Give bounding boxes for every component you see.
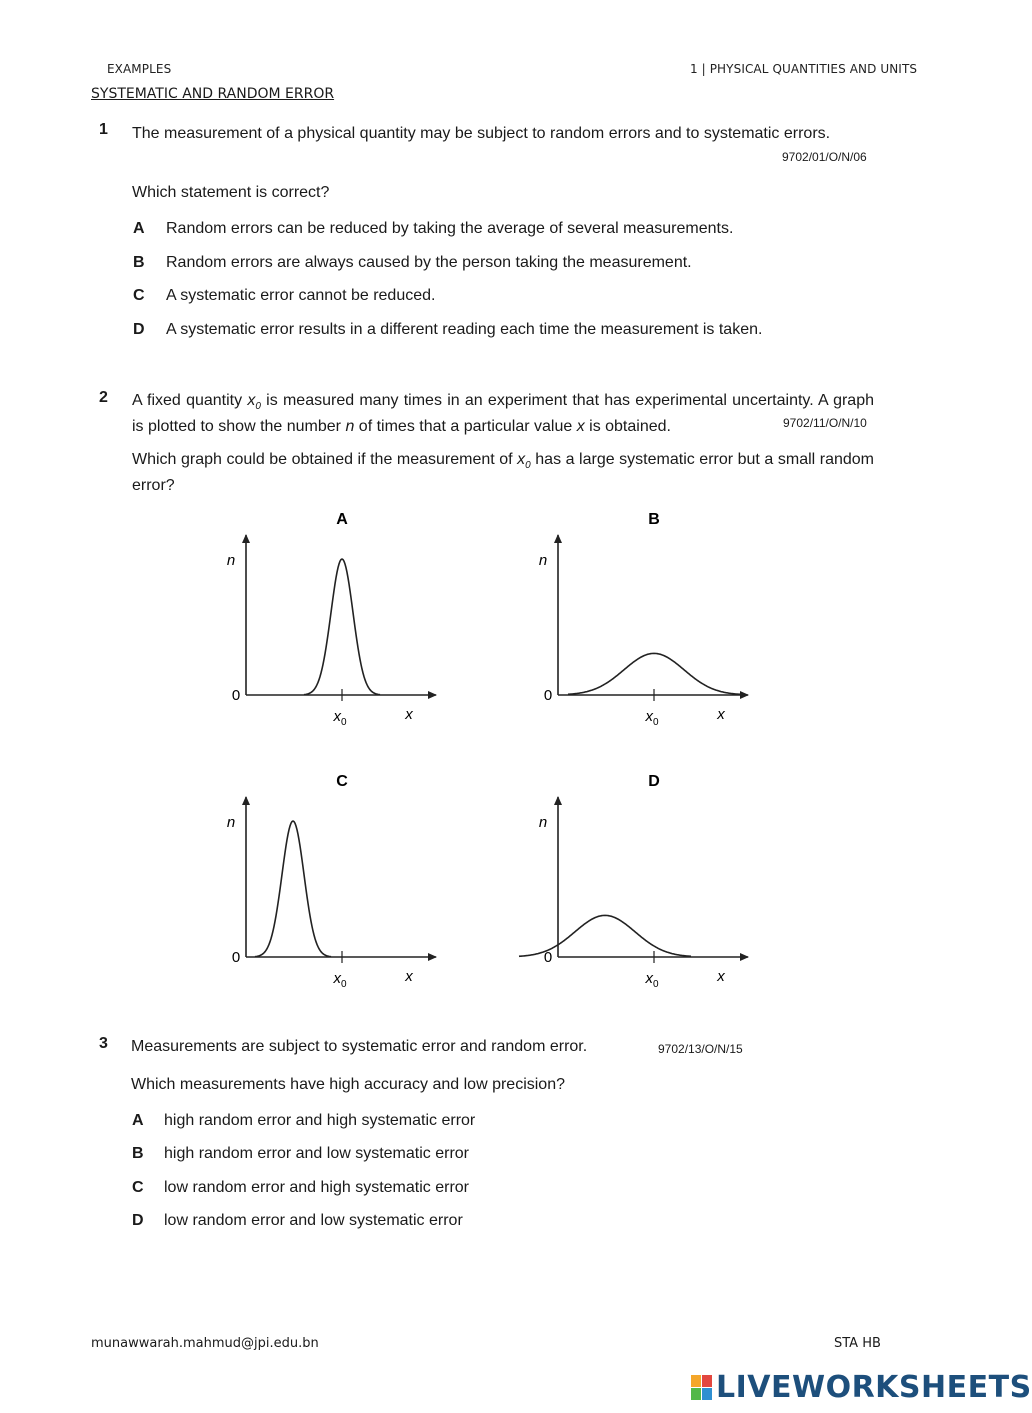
x-axis-label: x — [717, 706, 725, 723]
graph-title-a: A — [336, 511, 348, 528]
question-reference: 9702/13/O/N/15 — [658, 1042, 743, 1056]
y-axis-label: n — [538, 814, 548, 831]
option-letter-a: A — [132, 1112, 144, 1129]
footer-right: STA HB — [834, 1336, 881, 1351]
origin-label: 0 — [231, 687, 241, 704]
y-axis-label: n — [226, 814, 236, 831]
x0-tick-label: $x_0$ — [333, 708, 347, 728]
brand-wordmark: LIVEWORKSHEETS — [716, 1370, 1032, 1405]
option-letter-c: C — [133, 287, 145, 304]
distribution-curve — [304, 559, 380, 695]
option-letter-b: B — [132, 1145, 144, 1162]
question-reference: 9702/11/O/N/10 — [783, 416, 867, 430]
question-number: 3 — [99, 1035, 108, 1052]
option-letter-b: B — [133, 254, 145, 271]
option-text-d: low random error and low systematic error — [164, 1212, 463, 1229]
question-number: 2 — [99, 389, 108, 406]
question-prompt: Which graph could be obtained if the measurement of $x_0$ has a large systematic error but a small random error? — [132, 451, 875, 495]
option-text-b: high random error and low systematic error — [164, 1145, 470, 1162]
option-text-a: Random errors can be reduced by taking the average of several measurements. — [166, 220, 734, 237]
x-axis-label: x — [405, 968, 413, 985]
option-text-d: A systematic error results in a different reading each time the measurement is taken. — [166, 321, 763, 338]
x-axis-label: x — [717, 968, 725, 985]
question-prompt: Which statement is correct? — [132, 184, 330, 201]
y-axis-label: n — [226, 552, 236, 569]
x0-symbol: $x_0$ — [247, 392, 261, 413]
origin-label: 0 — [543, 687, 553, 704]
origin-label: 0 — [231, 949, 241, 966]
graph-title-b: B — [648, 511, 660, 528]
x-axis-label: x — [405, 706, 413, 723]
question-reference: 9702/01/O/N/06 — [782, 150, 867, 164]
graph-title-d: D — [648, 773, 660, 790]
option-text-a: high random error and high systematic error — [164, 1112, 476, 1129]
option-text-b: Random errors are always caused by the person taking the measurement. — [166, 254, 692, 271]
header-right: 1 | PHYSICAL QUANTITIES AND UNITS — [690, 62, 918, 76]
x0-tick-label: $x_0$ — [645, 970, 659, 990]
option-letter-d: D — [133, 321, 145, 338]
graph-title-c: C — [336, 773, 348, 790]
distribution-curve — [255, 821, 331, 957]
question-prompt: Which measurements have high accuracy and low precision? — [131, 1076, 565, 1093]
header-left: EXAMPLES — [107, 62, 172, 76]
question-text: A fixed quantity $x_0$ is measured many times in an experiment that has experimental uncertainty. A graph is plotted to show the number n of times that a particular value x is obtained. — [132, 392, 874, 436]
option-letter-c: C — [132, 1179, 144, 1196]
y-axis-label: n — [538, 552, 548, 569]
option-text-c: A systematic error cannot be reduced. — [166, 287, 436, 304]
page-title: SYSTEMATIC AND RANDOM ERROR — [91, 86, 335, 102]
distribution-curve — [568, 653, 740, 694]
origin-label: 0 — [543, 949, 553, 966]
question-number: 1 — [99, 121, 108, 138]
question-text: Measurements are subject to systematic error and random error. — [131, 1038, 588, 1055]
x0-symbol: $x_0$ — [517, 451, 531, 472]
option-letter-d: D — [132, 1212, 144, 1229]
option-letter-a: A — [133, 220, 145, 237]
x0-tick-label: $x_0$ — [333, 970, 347, 990]
option-text-c: low random error and high systematic error — [164, 1179, 470, 1196]
footer-email: munawwarah.mahmud@jpi.edu.bn — [91, 1336, 319, 1351]
liveworksheets-logo-icon — [691, 1375, 713, 1401]
x0-tick-label: $x_0$ — [645, 708, 659, 728]
question-text: The measurement of a physical quantity may be subject to random errors and to systematic errors. — [132, 125, 831, 142]
